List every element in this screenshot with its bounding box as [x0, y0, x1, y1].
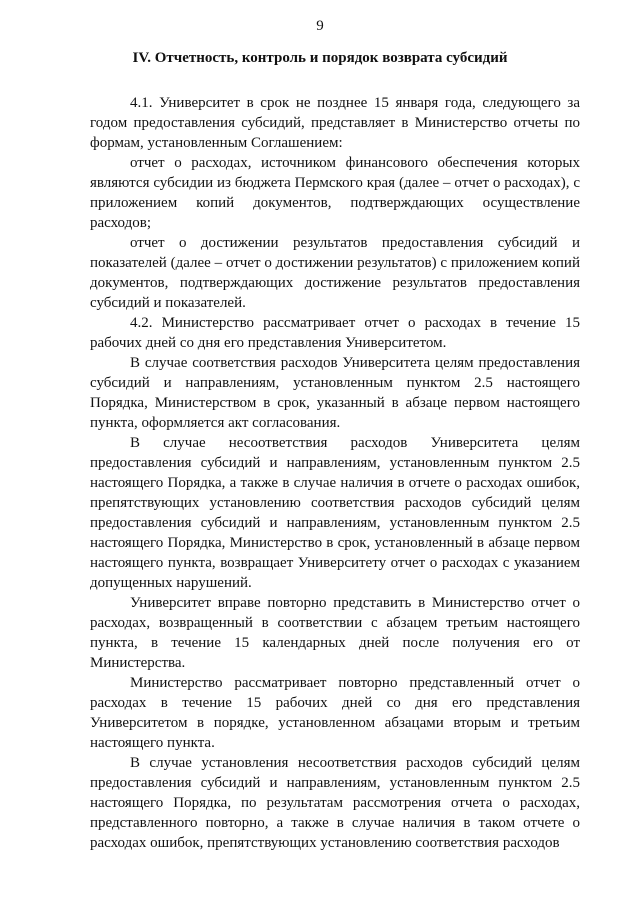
- page-number: 9: [316, 18, 324, 34]
- paragraph-results-report: отчет о достижении результатов предоставления субсидий и показателей (далее – отчет о достижении результатов) с приложением копий документов, подтверждающих достижение результатов предоставления субсидий и показателей.: [90, 235, 580, 311]
- paragraph-compliance: В случае соответствия расходов Университета целям предоставления субсидий и направлениям, установленным пунктом 2.5 настоящего Порядка, Министерством в срок, указанный в абзаце первом настоящего пункта, оформляется акт согласования.: [90, 355, 580, 431]
- paragraph-4-1: 4.1. Университет в срок не позднее 15 января года, следующего за годом предоставления субсидий, представляет в Министерство отчеты по формам, установленным Соглашением:: [90, 95, 580, 151]
- paragraph-expense-report: отчет о расходах, источником финансового обеспечения которых являются субсидии из бюджета Пермского края (далее – отчет о расходах), с приложением копий документов, подтверждающих осуществление расходов;: [90, 155, 580, 231]
- document-body: [90, 93, 580, 853]
- paragraph-resubmission: Университет вправе повторно представить в Министерство отчет о расходах, возвращенный в соответствии с абзацем третьим настоящего пункта, в течение 15 календарных дней после получения его от Министерства.: [90, 595, 580, 671]
- paragraph-repeated-noncompliance: В случае установления несоответствия расходов субсидий целям предоставления субсидий и направлениям, установленным пунктом 2.5 настоящего Порядка, по результатам рассмотрения отчета о расходах, представленного повторно, а также в случае наличия в таком отчете о расходах ошибок, препятствующих установлению соответствия расходов: [90, 755, 580, 851]
- paragraph-review-resubmitted: Министерство рассматривает повторно представленный отчет о расходах в течение 15 рабочих дней со дня его представления Университетом в порядке, установленном абзацами вторым и третьим настоящего пункта.: [90, 675, 580, 751]
- paragraph-4-2: 4.2. Министерство рассматривает отчет о расходах в течение 15 рабочих дней со дня его представления Университетом.: [90, 315, 580, 351]
- paragraph-noncompliance: В случае несоответствия расходов Университета целям предоставления субсидий и направлениям, установленным пунктом 2.5 настоящего Порядка, а также в случае наличия в отчете о расходах ошибок, препятствующих установлению соответствия расходов субсидий целям предоставления субсидий и направлениям, установленным пунктом 2.5 настоящего Порядка, Министерство в срок, установленный в абзаце первом настоящего пункта, возвращает Университету отчет о расходах с указанием допущенных нарушений.: [90, 435, 580, 591]
- section-title: IV. Отчетность, контроль и порядок возврата субсидий: [132, 50, 508, 66]
